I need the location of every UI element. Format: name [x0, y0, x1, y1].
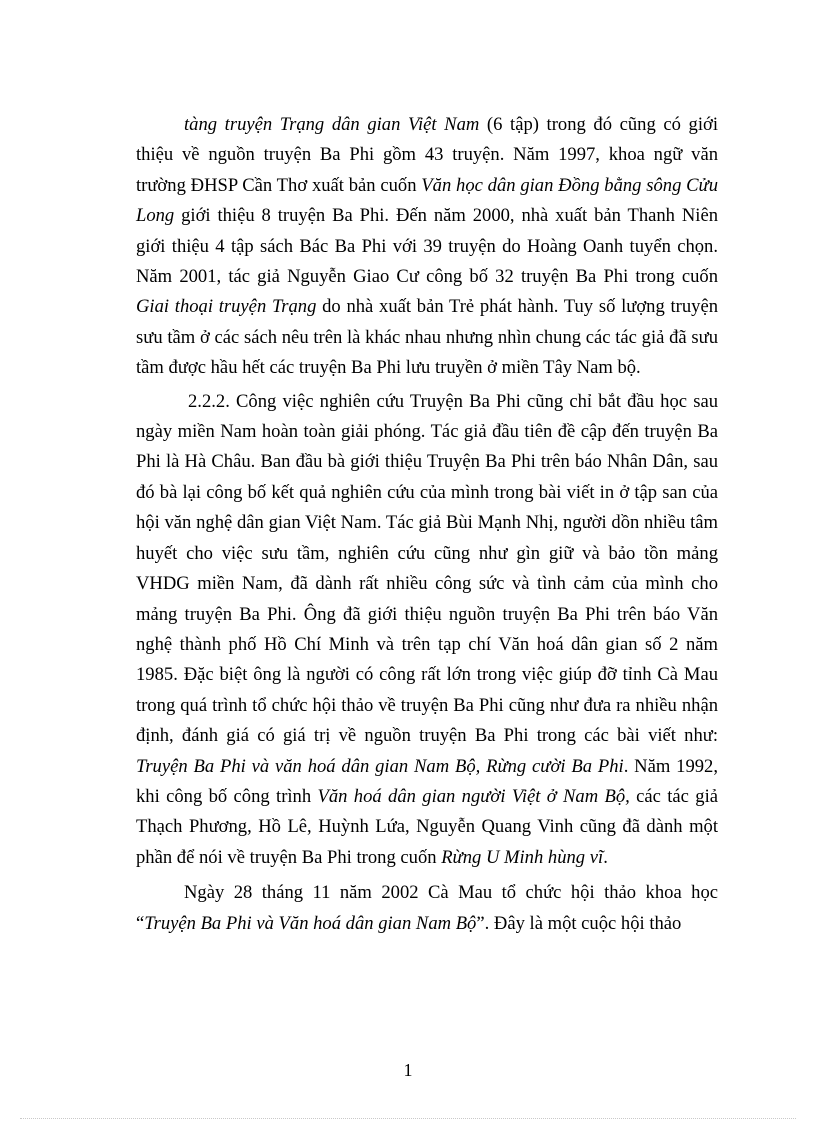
paragraph-1 — [136, 110, 718, 384]
text-run: . Năm 1992, khi công bố công trình — [136, 755, 718, 807]
text-run: (6 tập) trong đó cũng có giới thiệu về nguồn truyện Ba Phi gồm 43 truyện. Năm 1997, khoa ngữ văn trường ĐHSP Cần Thơ xuất bản cuốn — [136, 114, 718, 196]
paragraph-3 — [136, 878, 718, 939]
book-title: Truyện Ba Phi và văn hoá dân gian Nam Bộ, Rừng cười Ba Phi — [136, 755, 624, 777]
text-run: 2.2.2. Công việc nghiên cứu Truyện Ba Phi cũng chỉ bắt đầu học sau ngày miền Nam hoàn toàn giải phóng. Tác giả đầu tiên đề cập đến truyện Ba Phi là Hà Châu. Ban đầu bà giới thiệu Truyện Ba Phi trên báo Nhân Dân, sau đó bà lại công bố kết quả nghiên cứu của mình trong bài viết in ở tập san của hội văn nghệ dân gian Việt Nam. Tác giả Bùi Mạnh Nhị, người dồn nhiều tâm huyết cho việc sưu tầm, nghiên cứu cũng như gìn giữ và bảo tồn mảng VHDG miền Nam, đã dành rất nhiều công sức và tình cảm của mình cho mảng truyện Ba Phi. Ông đã giới thiệu nguồn truyện Ba Phi trên báo Văn nghệ thành phố Hồ Chí Minh và trên tạp chí Văn hoá dân gian số 2 năm 1985. Đặc biệt ông là người có công rất lớn trong việc giúp đỡ tỉnh Cà Mau trong quá trình tổ chức hội thảo về truyện Ba Phi cũng như đưa ra nhiều nhận định, đánh giá có giá trị về nguồn truyện Ba Phi trong các bài viết như: — [136, 390, 718, 747]
text-run: ”. Đây là một cuộc hội thảo — [476, 912, 682, 934]
body-text — [136, 110, 718, 939]
text-run: giới thiệu 8 truyện Ba Phi. Đến năm 2000, nhà xuất bản Thanh Niên giới thiệu 4 tập sách Bác Ba Phi với 39 truyện do Hoàng Oanh tuyển chọn. Năm 2001, tác giả Nguyễn Giao Cư công bố 32 truyện Ba Phi trong cuốn — [136, 205, 718, 288]
book-title: Truyện Ba Phi và Văn hoá dân gian Nam Bộ — [144, 912, 477, 934]
book-title: Văn học dân gian Đồng bằng sông Cửu Long — [136, 174, 718, 227]
paragraph-2 — [136, 387, 718, 874]
text-run: do nhà xuất bản Trẻ phát hành. Tuy số lượng truyện sưu tầm ở các sách nêu trên là khác nhau nhưng nhìn chung các tác giả đã sưu tầm được hầu hết các truyện Ba Phi lưu truyền ở miền Tây Nam bộ. — [136, 296, 718, 379]
book-title: Giai thoại truyện Trạng — [136, 296, 317, 318]
book-title: Văn hoá dân gian người Việt ở Nam Bộ, — [317, 785, 630, 807]
book-title: Rừng U Minh hùng vĩ — [441, 846, 604, 868]
text-run: . — [603, 846, 608, 868]
text-run: các tác giả Thạch Phương, Hồ Lê, Huỳnh Lứa, Nguyễn Quang Vinh cũng đã dành một phần để nói về truyện Ba Phi trong cuốn — [136, 785, 719, 868]
book-title: tàng truyện Trạng dân gian Việt Nam — [184, 114, 480, 135]
text-run: Ngày 28 tháng 11 năm 2002 Cà Mau tổ chức hội thảo khoa học “ — [136, 882, 718, 934]
footer-divider — [20, 1118, 796, 1119]
page-number: 1 — [403, 1060, 413, 1080]
